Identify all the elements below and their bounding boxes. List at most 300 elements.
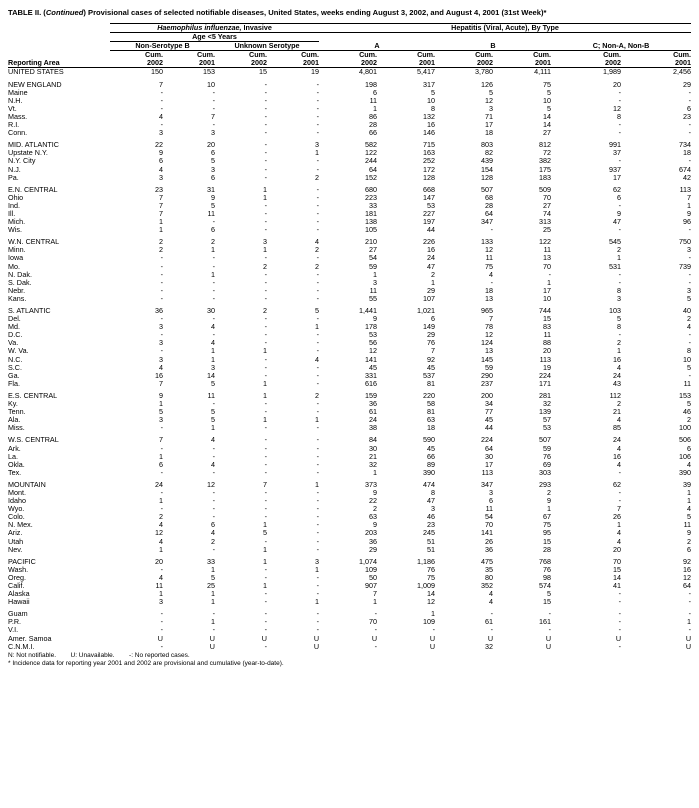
row-value: 61 — [485, 617, 494, 627]
header-cum-5: Cum. — [359, 50, 378, 60]
header-year-6: 2001 — [377, 59, 435, 68]
row-value: - — [316, 120, 320, 130]
row-value: - — [316, 423, 320, 433]
row-value: 13 — [485, 293, 494, 303]
row-area-label: Mo. — [8, 261, 20, 271]
row-value: - — [160, 487, 163, 497]
row-value: 7 — [159, 378, 163, 388]
row-value: 21 — [369, 451, 378, 461]
row-value: - — [490, 609, 494, 619]
row-value: 4 — [159, 164, 163, 174]
table-row — [8, 315, 691, 323]
row-value: - — [688, 95, 692, 105]
row-value: 23 — [155, 184, 163, 194]
row-value: - — [264, 617, 267, 627]
row-value: - — [264, 423, 267, 433]
row-value: 138 — [365, 217, 378, 227]
row-value: 12 — [207, 479, 215, 489]
row-value: - — [618, 496, 622, 506]
row-value: 54 — [485, 512, 494, 522]
row-value: - — [264, 399, 267, 409]
row-value: 10 — [683, 354, 692, 364]
row-value: 1 — [159, 399, 163, 409]
row-value: - — [316, 95, 320, 105]
row-value: 15 — [259, 67, 267, 77]
row-value: 70 — [485, 520, 494, 530]
table-row — [8, 521, 691, 529]
row-area-label: Wash. — [8, 564, 29, 574]
row-value: 1 — [373, 597, 378, 607]
header-cum-8: Cum. — [533, 50, 552, 60]
table-row — [8, 582, 691, 590]
row-value: U — [209, 633, 215, 643]
row-value: 3 — [431, 504, 436, 514]
footnote-incidence: * Incidence data for reporting year 2001 and 2002 are provisional and cumulative (year-to-date). — [8, 659, 284, 667]
row-area-label: Minn. — [8, 245, 26, 255]
row-value: 3 — [159, 322, 163, 332]
row-value: 95 — [543, 528, 552, 538]
row-value: 18 — [485, 285, 494, 295]
row-value: 3 — [489, 487, 494, 497]
row-value: 63 — [427, 415, 436, 425]
row-value: 674 — [679, 164, 692, 174]
row-value: 6 — [373, 87, 378, 97]
row-value: 507 — [481, 184, 494, 194]
row-value: 3 — [159, 354, 163, 364]
row-area-label: E.N. CENTRAL — [8, 184, 58, 194]
row-value: 2 — [617, 338, 622, 348]
row-area-label: Colo. — [8, 512, 25, 522]
row-area-label: N. Mex. — [8, 520, 33, 530]
row-area-label: S. ATLANTIC — [8, 306, 51, 315]
row-area-label: Guam — [8, 609, 28, 619]
row-value: 19 — [311, 67, 320, 77]
row-value: 590 — [423, 435, 436, 445]
row-value: 41 — [613, 581, 622, 590]
row-value: 5 — [211, 200, 215, 210]
row-value: 20 — [613, 544, 622, 554]
row-value: - — [316, 346, 320, 356]
row-value: 1 — [211, 354, 215, 364]
row-value: - — [160, 95, 163, 105]
row-value: 2 — [263, 261, 267, 271]
row-value: 252 — [423, 156, 436, 166]
row-value: - — [264, 322, 267, 332]
row-area-label: Del. — [8, 314, 21, 324]
row-value: 347 — [481, 217, 494, 227]
row-value: U — [487, 633, 494, 643]
row-value: 12 — [613, 103, 622, 113]
row-value: U — [313, 633, 320, 643]
row-value: 39 — [683, 479, 692, 489]
row-area-label: Va. — [8, 338, 19, 348]
table-row — [8, 323, 691, 331]
row-value: 509 — [539, 184, 552, 194]
row-value: - — [264, 314, 267, 324]
row-area-label: N.H. — [8, 95, 23, 105]
row-value: 9 — [687, 208, 692, 218]
row-value: - — [316, 362, 320, 372]
row-value: 11 — [485, 253, 494, 263]
header-year-8: 2001 — [493, 59, 551, 68]
row-area-label: Nev. — [8, 544, 23, 554]
row-value: 1 — [617, 346, 622, 356]
row-value: 75 — [543, 520, 552, 530]
row-value: 24 — [427, 253, 436, 263]
row-value: 9 — [159, 148, 163, 158]
row-value: 109 — [365, 564, 378, 574]
row-value: - — [316, 625, 320, 635]
row-value: 5 — [687, 512, 692, 522]
row-value: 20 — [613, 79, 622, 89]
row-value: 20 — [543, 346, 552, 356]
row-area-label: NEW ENGLAND — [8, 79, 62, 89]
row-value: - — [264, 487, 267, 497]
row-value: - — [264, 103, 267, 113]
row-value: 171 — [539, 378, 552, 388]
table-row — [8, 194, 691, 202]
row-area-label: Ariz. — [8, 528, 23, 538]
row-value: 1 — [373, 269, 378, 279]
row-value: 72 — [543, 148, 552, 158]
row-area-label: Tenn. — [8, 407, 26, 417]
row-value: 3 — [159, 172, 163, 182]
row-value: 46 — [683, 407, 692, 417]
row-value: 7 — [211, 111, 215, 121]
row-value: 6 — [211, 172, 215, 182]
row-value: 281 — [539, 390, 552, 400]
row-value: 11 — [369, 285, 378, 295]
row-value: - — [618, 120, 622, 130]
row-value: 83 — [543, 322, 552, 332]
row-value: - — [618, 277, 622, 287]
row-value: - — [264, 120, 267, 130]
row-value: U — [261, 633, 267, 643]
header-row-groups — [8, 24, 691, 33]
row-value: 16 — [613, 354, 622, 364]
row-value: - — [212, 625, 215, 635]
row-value: 70 — [543, 261, 552, 271]
header-spacer-2 — [8, 33, 110, 42]
row-value: - — [548, 625, 552, 635]
row-area-label: Ind. — [8, 200, 20, 210]
table-row — [8, 453, 691, 461]
row-value: 293 — [539, 479, 552, 489]
row-value: 8 — [431, 487, 436, 497]
row-value: - — [688, 277, 692, 287]
header-unknown-serotype: Unknown Serotype — [215, 42, 319, 51]
row-value: - — [618, 597, 622, 607]
table-row — [8, 481, 691, 489]
row-value: 3 — [315, 140, 320, 150]
row-value: 2 — [431, 269, 436, 279]
row-value: 531 — [609, 261, 622, 271]
row-value: 2 — [159, 237, 163, 247]
row-value: 6 — [617, 192, 622, 202]
row-value: - — [618, 95, 622, 105]
row-value: 128 — [481, 172, 494, 182]
row-value: - — [264, 172, 267, 182]
row-area-label: PACIFIC — [8, 556, 36, 566]
row-value: 9 — [373, 487, 378, 497]
row-value: U — [371, 633, 378, 643]
row-value: - — [618, 609, 622, 619]
header-spacer — [8, 24, 110, 33]
row-area-label: Upstate N.Y. — [8, 148, 48, 158]
row-value: - — [316, 314, 320, 324]
header-cum-7: Cum. — [475, 50, 494, 60]
row-value: 7 — [489, 314, 494, 324]
row-value: - — [264, 370, 267, 380]
row-value: 6 — [687, 544, 692, 554]
row-value: 3 — [159, 338, 163, 348]
row-value: 9 — [617, 208, 622, 218]
row-value: 55 — [369, 293, 378, 303]
table-row — [8, 105, 691, 113]
row-value: - — [212, 399, 215, 409]
row-area-label: Wyo. — [8, 504, 25, 514]
row-value: 1 — [687, 496, 692, 506]
row-value: - — [212, 451, 215, 461]
row-value: - — [160, 346, 163, 356]
row-value: 36 — [485, 544, 494, 554]
table-row — [8, 618, 691, 626]
row-value: 16 — [155, 370, 163, 380]
row-value: - — [264, 536, 267, 546]
row-value: 17 — [543, 285, 552, 295]
row-value: 4 — [159, 572, 163, 582]
row-value: 26 — [613, 512, 622, 522]
row-value: 331 — [365, 370, 378, 380]
row-value: - — [264, 512, 267, 522]
row-area-label: Oreg. — [8, 572, 26, 582]
row-value: - — [688, 625, 692, 635]
table-row — [8, 347, 691, 355]
row-value: 13 — [485, 346, 494, 356]
table-row — [8, 129, 691, 137]
header-year-10: 2001 — [621, 59, 691, 68]
row-value: 4 — [159, 536, 163, 546]
row-value: 574 — [539, 581, 552, 590]
table-row — [8, 566, 691, 574]
row-value: - — [212, 512, 215, 522]
table-row — [8, 461, 691, 469]
row-value: 78 — [485, 322, 494, 332]
row-value: 66 — [427, 451, 436, 461]
row-value: 198 — [365, 79, 378, 89]
row-value: 22 — [155, 140, 163, 150]
row-value: 132 — [423, 111, 436, 121]
row-value: U — [685, 633, 692, 643]
row-value: - — [212, 314, 215, 324]
table-row — [8, 408, 691, 416]
row-value: 3 — [687, 285, 692, 295]
row-value: 7 — [687, 192, 692, 202]
row-value: - — [316, 293, 320, 303]
row-value: - — [160, 103, 163, 113]
row-value: 81 — [427, 407, 436, 417]
row-value: 812 — [539, 140, 552, 150]
row-value: 159 — [365, 390, 378, 400]
row-value: 17 — [613, 172, 622, 182]
row-value: 139 — [539, 407, 552, 417]
row-value: 3 — [263, 237, 267, 247]
row-value: 1,074 — [359, 556, 378, 566]
row-value: - — [316, 399, 320, 409]
row-value: 11 — [155, 581, 163, 590]
header-year-9: 2002 — [551, 59, 621, 68]
row-value: 28 — [485, 200, 494, 210]
row-value: 1 — [263, 184, 267, 194]
row-value: U — [313, 641, 320, 651]
row-value: 92 — [683, 556, 692, 566]
row-value: 17 — [485, 459, 494, 469]
row-value: 36 — [369, 399, 378, 409]
row-value: 4 — [211, 435, 215, 445]
table-row — [8, 380, 691, 388]
row-value: 23 — [683, 111, 692, 121]
row-value: - — [160, 423, 163, 433]
row-value: 11 — [207, 390, 215, 400]
row-value: - — [264, 293, 267, 303]
row-area-label: S. Dak. — [8, 277, 32, 287]
row-value: 64 — [485, 443, 494, 453]
row-value: 76 — [427, 564, 436, 574]
row-value: 11 — [683, 520, 692, 530]
table-row — [8, 331, 691, 339]
row-value: U — [615, 633, 622, 643]
row-value: - — [688, 156, 692, 166]
row-value: - — [316, 156, 320, 166]
row-value: 680 — [365, 184, 378, 194]
row-value: 105 — [365, 225, 378, 235]
row-value: 7 — [159, 208, 163, 218]
row-value: 1,989 — [603, 67, 622, 77]
row-value: 152 — [365, 172, 378, 182]
row-value: 4 — [211, 459, 215, 469]
table-row — [8, 643, 691, 651]
row-value: 11 — [207, 208, 215, 218]
table-row — [8, 263, 691, 271]
row-value: - — [264, 589, 267, 599]
row-value: - — [316, 443, 320, 453]
row-value: 227 — [423, 208, 436, 218]
row-value: 1 — [211, 617, 215, 627]
row-value: 3 — [211, 128, 215, 138]
row-value: 317 — [423, 79, 436, 89]
row-value: 126 — [481, 79, 494, 89]
table-row — [8, 529, 691, 537]
row-value: 1 — [211, 589, 215, 599]
row-value: 100 — [679, 423, 692, 433]
row-value: 11 — [543, 245, 552, 255]
row-value: U — [209, 641, 215, 651]
row-value: 1 — [159, 544, 163, 554]
row-value: U — [157, 633, 163, 643]
row-value: 51 — [427, 536, 436, 546]
row-value: 11 — [543, 330, 552, 340]
row-value: - — [264, 641, 267, 651]
row-value: - — [618, 200, 622, 210]
row-value: - — [264, 572, 267, 582]
row-area-label: N.J. — [8, 164, 21, 174]
row-value: - — [316, 504, 320, 514]
row-value: - — [264, 609, 267, 619]
row-value: 1 — [315, 479, 320, 489]
row-value: - — [264, 200, 267, 210]
table-row — [8, 445, 691, 453]
row-value: - — [316, 435, 320, 445]
row-value: - — [316, 544, 320, 554]
row-value: 1 — [315, 415, 320, 425]
row-value: 106 — [679, 451, 692, 461]
row-value: U — [545, 633, 552, 643]
row-value: 7 — [159, 435, 163, 445]
row-value: 226 — [423, 237, 436, 247]
row-value: 35 — [485, 564, 494, 574]
row-value: 82 — [485, 148, 494, 158]
row-value: 175 — [539, 164, 552, 174]
row-value: 6 — [211, 225, 215, 235]
row-value: - — [316, 111, 320, 121]
row-value: 12 — [485, 245, 494, 255]
row-value: 2 — [617, 245, 622, 255]
row-value: 5,417 — [417, 67, 436, 77]
row-value: 27 — [543, 128, 552, 138]
row-value: 2 — [315, 261, 320, 271]
row-value: - — [212, 330, 215, 340]
row-value: 161 — [539, 617, 552, 627]
row-value: 147 — [423, 192, 436, 202]
row-area-label: W.N. CENTRAL — [8, 237, 60, 247]
row-value: 1 — [263, 192, 267, 202]
row-value: 1,021 — [417, 306, 436, 315]
table-row — [8, 166, 691, 174]
row-value: 14 — [207, 370, 215, 380]
row-value: 15 — [543, 536, 552, 546]
row-value: 8 — [687, 346, 692, 356]
row-value: - — [264, 451, 267, 461]
row-value: - — [160, 625, 163, 635]
row-value: 66 — [369, 128, 378, 138]
row-value: - — [160, 277, 163, 287]
row-value: - — [264, 148, 267, 158]
title-italic: Continued — [45, 8, 84, 17]
row-value: 5 — [617, 314, 622, 324]
row-value: 133 — [481, 237, 494, 247]
row-value: 5 — [211, 407, 215, 417]
row-value: 47 — [427, 496, 436, 506]
row-value: 2 — [263, 306, 267, 315]
table-row — [8, 400, 691, 408]
row-area-label: Iowa — [8, 253, 24, 263]
row-value: - — [212, 609, 215, 619]
row-area-label: Hawaii — [8, 597, 30, 607]
row-value: 7 — [617, 504, 622, 514]
row-value: 53 — [543, 423, 552, 433]
row-value: 18 — [427, 423, 436, 433]
row-value: 4 — [687, 504, 692, 514]
row-value: - — [316, 217, 320, 227]
table-row — [8, 218, 691, 226]
table-body — [8, 68, 691, 651]
header-hinfluenzae-rest: Invasive — [241, 23, 272, 32]
row-value: 113 — [481, 467, 494, 477]
row-area-label: Md. — [8, 322, 20, 332]
row-value: 4 — [159, 520, 163, 530]
header-year-1: 2002 — [110, 59, 163, 68]
row-value: - — [316, 496, 320, 506]
